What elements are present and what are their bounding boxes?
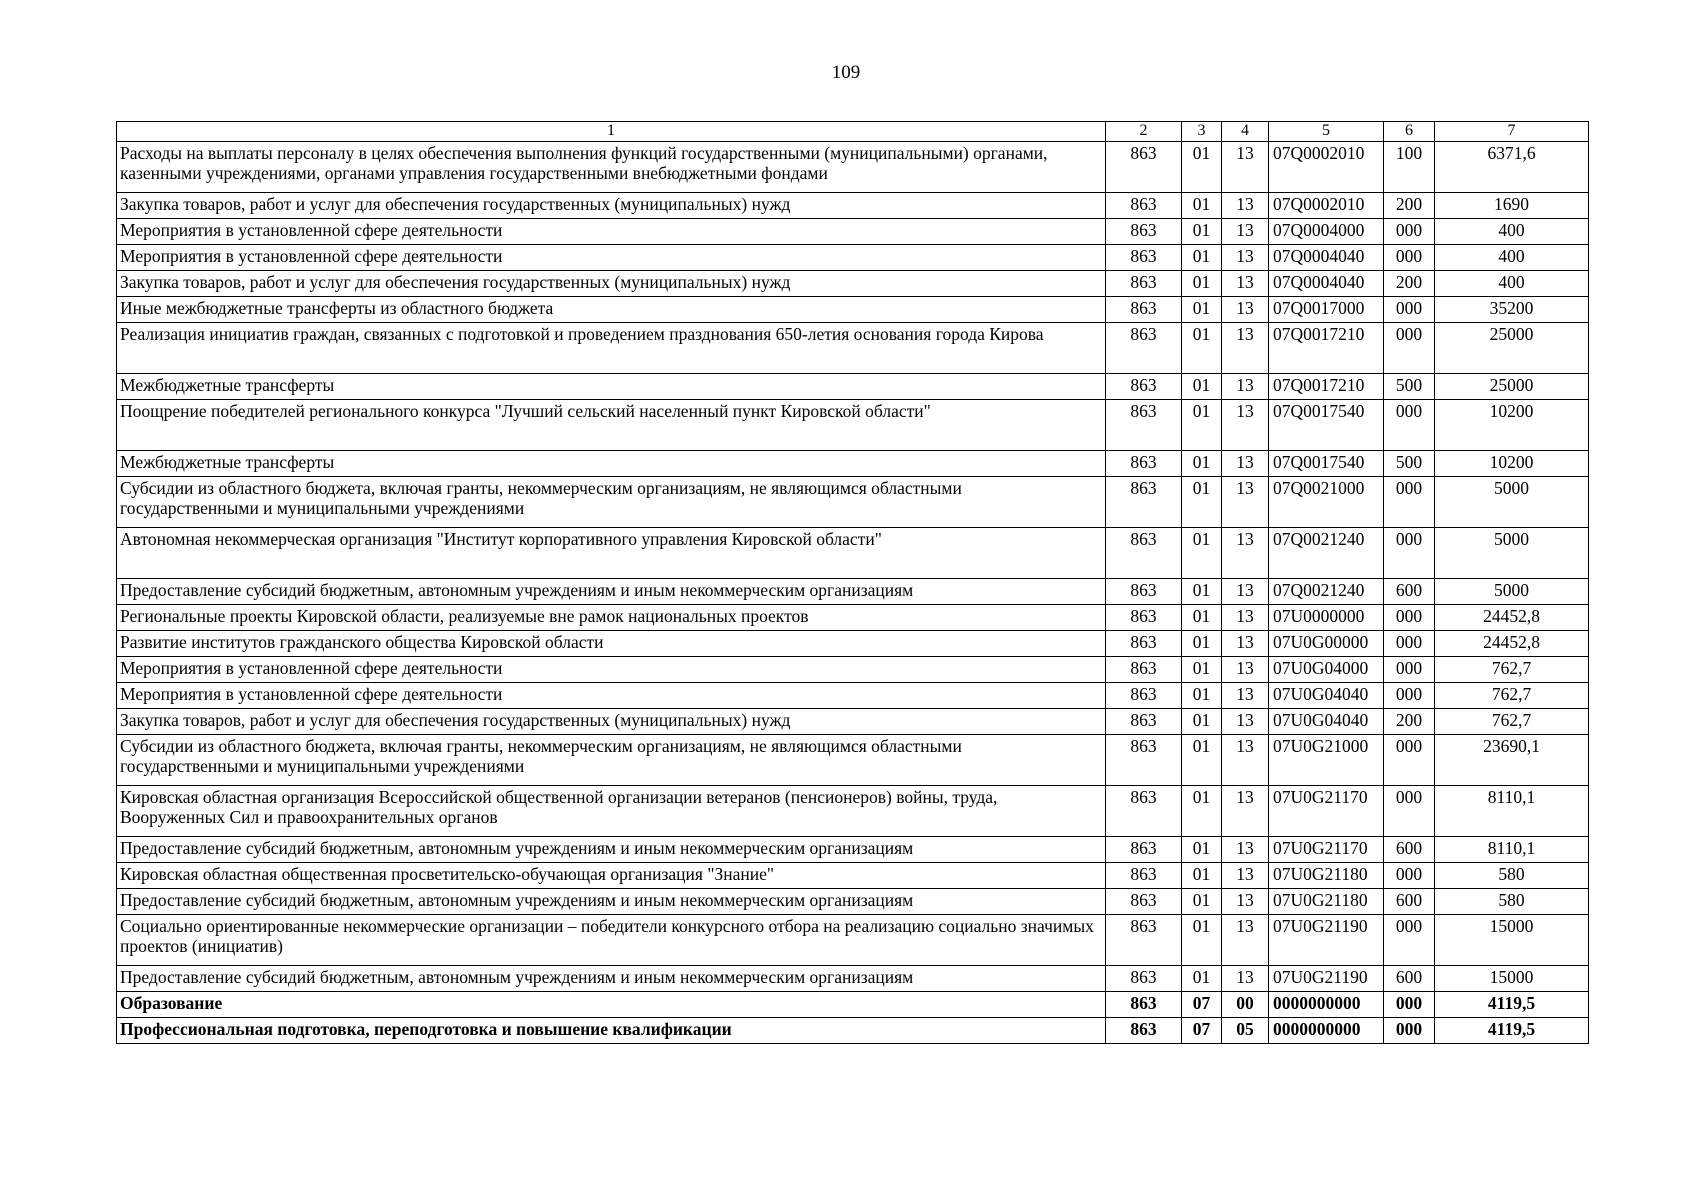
row-name-cell: Иные межбюджетные трансферты из областного бюджета [117,297,1106,323]
row-col-5-cell: 07Q0021240 [1269,528,1384,579]
row-col-2-cell: 863 [1106,323,1182,374]
row-name-cell: Расходы на выплаты персоналу в целях обеспечения выполнения функций государственными (муниципальными) органами, казенными учреждениями, органами управления государственными внебюджетными фондами [117,142,1106,193]
row-col-3-cell: 01 [1182,193,1222,219]
header-col-2: 2 [1106,122,1182,142]
row-col-4-cell: 13 [1222,271,1269,297]
row-col-5-cell: 07U0G21000 [1269,735,1384,786]
row-col-2-cell: 863 [1106,1018,1182,1044]
row-col-5-cell: 07Q0004000 [1269,219,1384,245]
header-col-1: 1 [117,122,1106,142]
row-col-7-cell: 4119,5 [1435,1018,1589,1044]
table-row [117,657,1589,683]
row-col-5-cell: 07U0G21190 [1269,915,1384,966]
row-col-2-cell: 863 [1106,992,1182,1018]
row-name-cell: Закупка товаров, работ и услуг для обеспечения государственных (муниципальных) нужд [117,709,1106,735]
row-col-6-cell: 000 [1384,1018,1435,1044]
row-col-5-cell: 07U0G04040 [1269,683,1384,709]
row-col-2-cell: 863 [1106,451,1182,477]
row-col-7-cell: 580 [1435,863,1589,889]
row-col-5-cell: 0000000000 [1269,1018,1384,1044]
row-name-cell: Реализация инициатив граждан, связанных с подготовкой и проведением празднования 650-летия основания города Кирова [117,323,1106,374]
table-row [117,271,1589,297]
row-name-cell: Предоставление субсидий бюджетным, автономным учреждениям и иным некоммерческим организациям [117,579,1106,605]
row-col-4-cell: 13 [1222,451,1269,477]
table-row [117,889,1589,915]
row-name-cell: Мероприятия в установленной сфере деятельности [117,219,1106,245]
row-col-6-cell: 000 [1384,992,1435,1018]
row-col-5-cell: 07U0G04040 [1269,709,1384,735]
row-col-7-cell: 4119,5 [1435,992,1589,1018]
row-col-3-cell: 01 [1182,966,1222,992]
row-col-3-cell: 01 [1182,374,1222,400]
row-col-5-cell: 07Q0002010 [1269,193,1384,219]
header-col-7: 7 [1435,122,1589,142]
row-col-5-cell: 07Q0017210 [1269,374,1384,400]
row-col-6-cell: 000 [1384,915,1435,966]
row-col-6-cell: 000 [1384,297,1435,323]
row-col-3-cell: 01 [1182,889,1222,915]
row-col-5-cell: 07U0G04000 [1269,657,1384,683]
table-row [117,323,1589,374]
row-col-4-cell: 13 [1222,323,1269,374]
row-col-2-cell: 863 [1106,579,1182,605]
row-col-7-cell: 15000 [1435,915,1589,966]
table-row [117,374,1589,400]
row-col-4-cell: 13 [1222,735,1269,786]
row-col-3-cell: 01 [1182,579,1222,605]
row-col-6-cell: 000 [1384,605,1435,631]
row-col-7-cell: 10200 [1435,451,1589,477]
table-row [117,966,1589,992]
row-col-4-cell: 13 [1222,219,1269,245]
row-col-3-cell: 01 [1182,297,1222,323]
row-col-5-cell: 07Q0021000 [1269,477,1384,528]
table-row [117,863,1589,889]
row-col-4-cell: 13 [1222,245,1269,271]
row-col-2-cell: 863 [1106,297,1182,323]
row-col-7-cell: 35200 [1435,297,1589,323]
row-col-4-cell: 13 [1222,863,1269,889]
row-col-6-cell: 000 [1384,477,1435,528]
row-col-3-cell: 01 [1182,323,1222,374]
header-col-5: 5 [1269,122,1384,142]
row-col-5-cell: 07Q0017000 [1269,297,1384,323]
row-name-cell: Кировская областная организация Всероссийской общественной организации ветеранов (пенсионеров) войны, труда, Вооруженных Сил и правоохранительных органов [117,786,1106,837]
row-col-4-cell: 13 [1222,297,1269,323]
row-col-3-cell: 01 [1182,709,1222,735]
row-col-4-cell: 13 [1222,579,1269,605]
row-col-3-cell: 01 [1182,605,1222,631]
row-col-6-cell: 000 [1384,219,1435,245]
row-col-4-cell: 13 [1222,683,1269,709]
row-col-6-cell: 600 [1384,889,1435,915]
row-col-5-cell: 0000000000 [1269,992,1384,1018]
row-col-3-cell: 01 [1182,915,1222,966]
row-col-5-cell: 07Q0004040 [1269,245,1384,271]
row-name-cell: Региональные проекты Кировской области, реализуемые вне рамок национальных проектов [117,605,1106,631]
row-col-7-cell: 400 [1435,245,1589,271]
row-col-3-cell: 01 [1182,837,1222,863]
row-col-7-cell: 23690,1 [1435,735,1589,786]
table-row [117,709,1589,735]
row-col-5-cell: 07U0G21170 [1269,786,1384,837]
row-col-2-cell: 863 [1106,528,1182,579]
row-col-4-cell: 13 [1222,374,1269,400]
table-row [117,193,1589,219]
row-col-4-cell: 13 [1222,477,1269,528]
row-col-7-cell: 580 [1435,889,1589,915]
row-name-cell: Закупка товаров, работ и услуг для обеспечения государственных (муниципальных) нужд [117,271,1106,297]
table-body [117,142,1589,1044]
row-col-2-cell: 863 [1106,374,1182,400]
row-name-cell: Предоставление субсидий бюджетным, автономным учреждениям и иным некоммерческим организациям [117,889,1106,915]
row-col-2-cell: 863 [1106,193,1182,219]
row-col-3-cell: 01 [1182,528,1222,579]
row-name-cell: Предоставление субсидий бюджетным, автономным учреждениям и иным некоммерческим организациям [117,966,1106,992]
row-name-cell: Предоставление субсидий бюджетным, автономным учреждениям и иным некоммерческим организациям [117,837,1106,863]
row-col-6-cell: 000 [1384,400,1435,451]
row-col-7-cell: 25000 [1435,374,1589,400]
row-col-7-cell: 1690 [1435,193,1589,219]
row-col-2-cell: 863 [1106,477,1182,528]
row-col-5-cell: 07U0000000 [1269,605,1384,631]
row-col-4-cell: 13 [1222,837,1269,863]
header-col-3: 3 [1182,122,1222,142]
row-col-3-cell: 01 [1182,142,1222,193]
row-col-2-cell: 863 [1106,915,1182,966]
table-row [117,400,1589,451]
row-col-4-cell: 13 [1222,528,1269,579]
row-col-2-cell: 863 [1106,245,1182,271]
row-col-2-cell: 863 [1106,605,1182,631]
row-col-7-cell: 5000 [1435,579,1589,605]
row-col-3-cell: 01 [1182,451,1222,477]
row-col-7-cell: 5000 [1435,528,1589,579]
row-col-5-cell: 07Q0017540 [1269,451,1384,477]
row-col-6-cell: 000 [1384,735,1435,786]
row-col-5-cell: 07U0G21180 [1269,863,1384,889]
row-col-7-cell: 8110,1 [1435,786,1589,837]
row-name-cell: Мероприятия в установленной сфере деятельности [117,657,1106,683]
header-row [117,122,1589,142]
row-col-3-cell: 01 [1182,245,1222,271]
row-col-6-cell: 000 [1384,631,1435,657]
row-name-cell: Закупка товаров, работ и услуг для обеспечения государственных (муниципальных) нужд [117,193,1106,219]
row-col-7-cell: 400 [1435,271,1589,297]
row-name-cell: Субсидии из областного бюджета, включая гранты, некоммерческим организациям, не являющимся областными государственными и муниципальными учреждениями [117,477,1106,528]
row-col-2-cell: 863 [1106,786,1182,837]
row-col-5-cell: 07U0G00000 [1269,631,1384,657]
row-col-4-cell: 05 [1222,1018,1269,1044]
table-row [117,477,1589,528]
row-col-5-cell: 07Q0002010 [1269,142,1384,193]
row-col-6-cell: 200 [1384,709,1435,735]
row-col-6-cell: 600 [1384,579,1435,605]
row-col-4-cell: 13 [1222,889,1269,915]
row-col-6-cell: 000 [1384,528,1435,579]
row-name-cell: Автономная некоммерческая организация "Институт корпоративного управления Кировской области" [117,528,1106,579]
header-col-6: 6 [1384,122,1435,142]
row-name-cell: Кировская областная общественная просветительско-обучающая организация "Знание" [117,863,1106,889]
row-col-3-cell: 01 [1182,683,1222,709]
table-row [117,605,1589,631]
header-col-4: 4 [1222,122,1269,142]
row-col-2-cell: 863 [1106,735,1182,786]
row-col-7-cell: 15000 [1435,966,1589,992]
row-col-5-cell: 07U0G21190 [1269,966,1384,992]
row-col-2-cell: 863 [1106,889,1182,915]
row-col-6-cell: 500 [1384,451,1435,477]
table-row [117,786,1589,837]
row-col-5-cell: 07Q0017540 [1269,400,1384,451]
table-row [117,837,1589,863]
row-col-6-cell: 600 [1384,966,1435,992]
row-col-7-cell: 762,7 [1435,657,1589,683]
row-col-4-cell: 13 [1222,631,1269,657]
row-col-3-cell: 01 [1182,400,1222,451]
row-col-7-cell: 762,7 [1435,709,1589,735]
row-col-3-cell: 01 [1182,631,1222,657]
row-name-cell: Поощрение победителей регионального конкурса "Лучший сельский населенный пункт Кировской области" [117,400,1106,451]
table-row [117,528,1589,579]
row-col-6-cell: 000 [1384,863,1435,889]
row-col-7-cell: 24452,8 [1435,631,1589,657]
row-col-2-cell: 863 [1106,966,1182,992]
table-row [117,451,1589,477]
row-col-4-cell: 13 [1222,657,1269,683]
row-col-6-cell: 000 [1384,245,1435,271]
table-row [117,683,1589,709]
row-col-2-cell: 863 [1106,142,1182,193]
row-col-2-cell: 863 [1106,400,1182,451]
row-col-2-cell: 863 [1106,863,1182,889]
row-col-3-cell: 01 [1182,657,1222,683]
row-name-cell: Мероприятия в установленной сфере деятельности [117,245,1106,271]
row-name-cell: Мероприятия в установленной сфере деятельности [117,683,1106,709]
row-col-6-cell: 000 [1384,657,1435,683]
row-col-5-cell: 07Q0021240 [1269,579,1384,605]
row-name-cell: Развитие институтов гражданского общества Кировской области [117,631,1106,657]
row-col-6-cell: 000 [1384,323,1435,374]
row-name-cell: Профессиональная подготовка, переподготовка и повышение квалификации [117,1018,1106,1044]
row-col-6-cell: 200 [1384,193,1435,219]
row-col-4-cell: 13 [1222,786,1269,837]
row-col-2-cell: 863 [1106,631,1182,657]
table-row [117,1018,1589,1044]
row-col-7-cell: 10200 [1435,400,1589,451]
row-col-2-cell: 863 [1106,709,1182,735]
row-col-4-cell: 00 [1222,992,1269,1018]
row-col-5-cell: 07Q0004040 [1269,271,1384,297]
row-col-2-cell: 863 [1106,219,1182,245]
row-col-5-cell: 07U0G21180 [1269,889,1384,915]
table-row [117,142,1589,193]
table-row [117,579,1589,605]
row-col-3-cell: 01 [1182,271,1222,297]
row-col-4-cell: 13 [1222,709,1269,735]
row-col-6-cell: 600 [1384,837,1435,863]
row-col-3-cell: 01 [1182,735,1222,786]
row-col-3-cell: 01 [1182,863,1222,889]
row-col-4-cell: 13 [1222,400,1269,451]
row-name-cell: Межбюджетные трансферты [117,451,1106,477]
row-col-4-cell: 13 [1222,193,1269,219]
row-col-7-cell: 24452,8 [1435,605,1589,631]
row-col-5-cell: 07Q0017210 [1269,323,1384,374]
row-col-6-cell: 200 [1384,271,1435,297]
table-row [117,245,1589,271]
row-col-3-cell: 07 [1182,1018,1222,1044]
row-col-4-cell: 13 [1222,142,1269,193]
row-col-3-cell: 01 [1182,477,1222,528]
row-col-3-cell: 07 [1182,992,1222,1018]
table-row [117,219,1589,245]
budget-table [116,121,1589,1044]
table-row [117,992,1589,1018]
row-col-7-cell: 8110,1 [1435,837,1589,863]
row-col-7-cell: 762,7 [1435,683,1589,709]
row-name-cell: Межбюджетные трансферты [117,374,1106,400]
table-row [117,735,1589,786]
row-col-5-cell: 07U0G21170 [1269,837,1384,863]
row-col-2-cell: 863 [1106,837,1182,863]
row-col-6-cell: 100 [1384,142,1435,193]
row-col-7-cell: 25000 [1435,323,1589,374]
row-col-6-cell: 000 [1384,786,1435,837]
row-col-2-cell: 863 [1106,683,1182,709]
page-number: 109 [831,62,861,83]
row-col-7-cell: 6371,6 [1435,142,1589,193]
row-col-6-cell: 000 [1384,683,1435,709]
row-name-cell: Социально ориентированные некоммерческие организации – победители конкурсного отбора на реализацию социально значимых проектов (инициатив) [117,915,1106,966]
table-row [117,297,1589,323]
row-col-4-cell: 13 [1222,605,1269,631]
row-col-2-cell: 863 [1106,657,1182,683]
row-name-cell: Образование [117,992,1106,1018]
table-row [117,915,1589,966]
row-col-4-cell: 13 [1222,915,1269,966]
row-col-3-cell: 01 [1182,219,1222,245]
table-row [117,631,1589,657]
row-col-3-cell: 01 [1182,786,1222,837]
row-col-7-cell: 5000 [1435,477,1589,528]
row-col-4-cell: 13 [1222,966,1269,992]
row-col-6-cell: 500 [1384,374,1435,400]
row-col-2-cell: 863 [1106,271,1182,297]
row-name-cell: Субсидии из областного бюджета, включая гранты, некоммерческим организациям, не являющимся областными государственными и муниципальными учреждениями [117,735,1106,786]
row-col-7-cell: 400 [1435,219,1589,245]
